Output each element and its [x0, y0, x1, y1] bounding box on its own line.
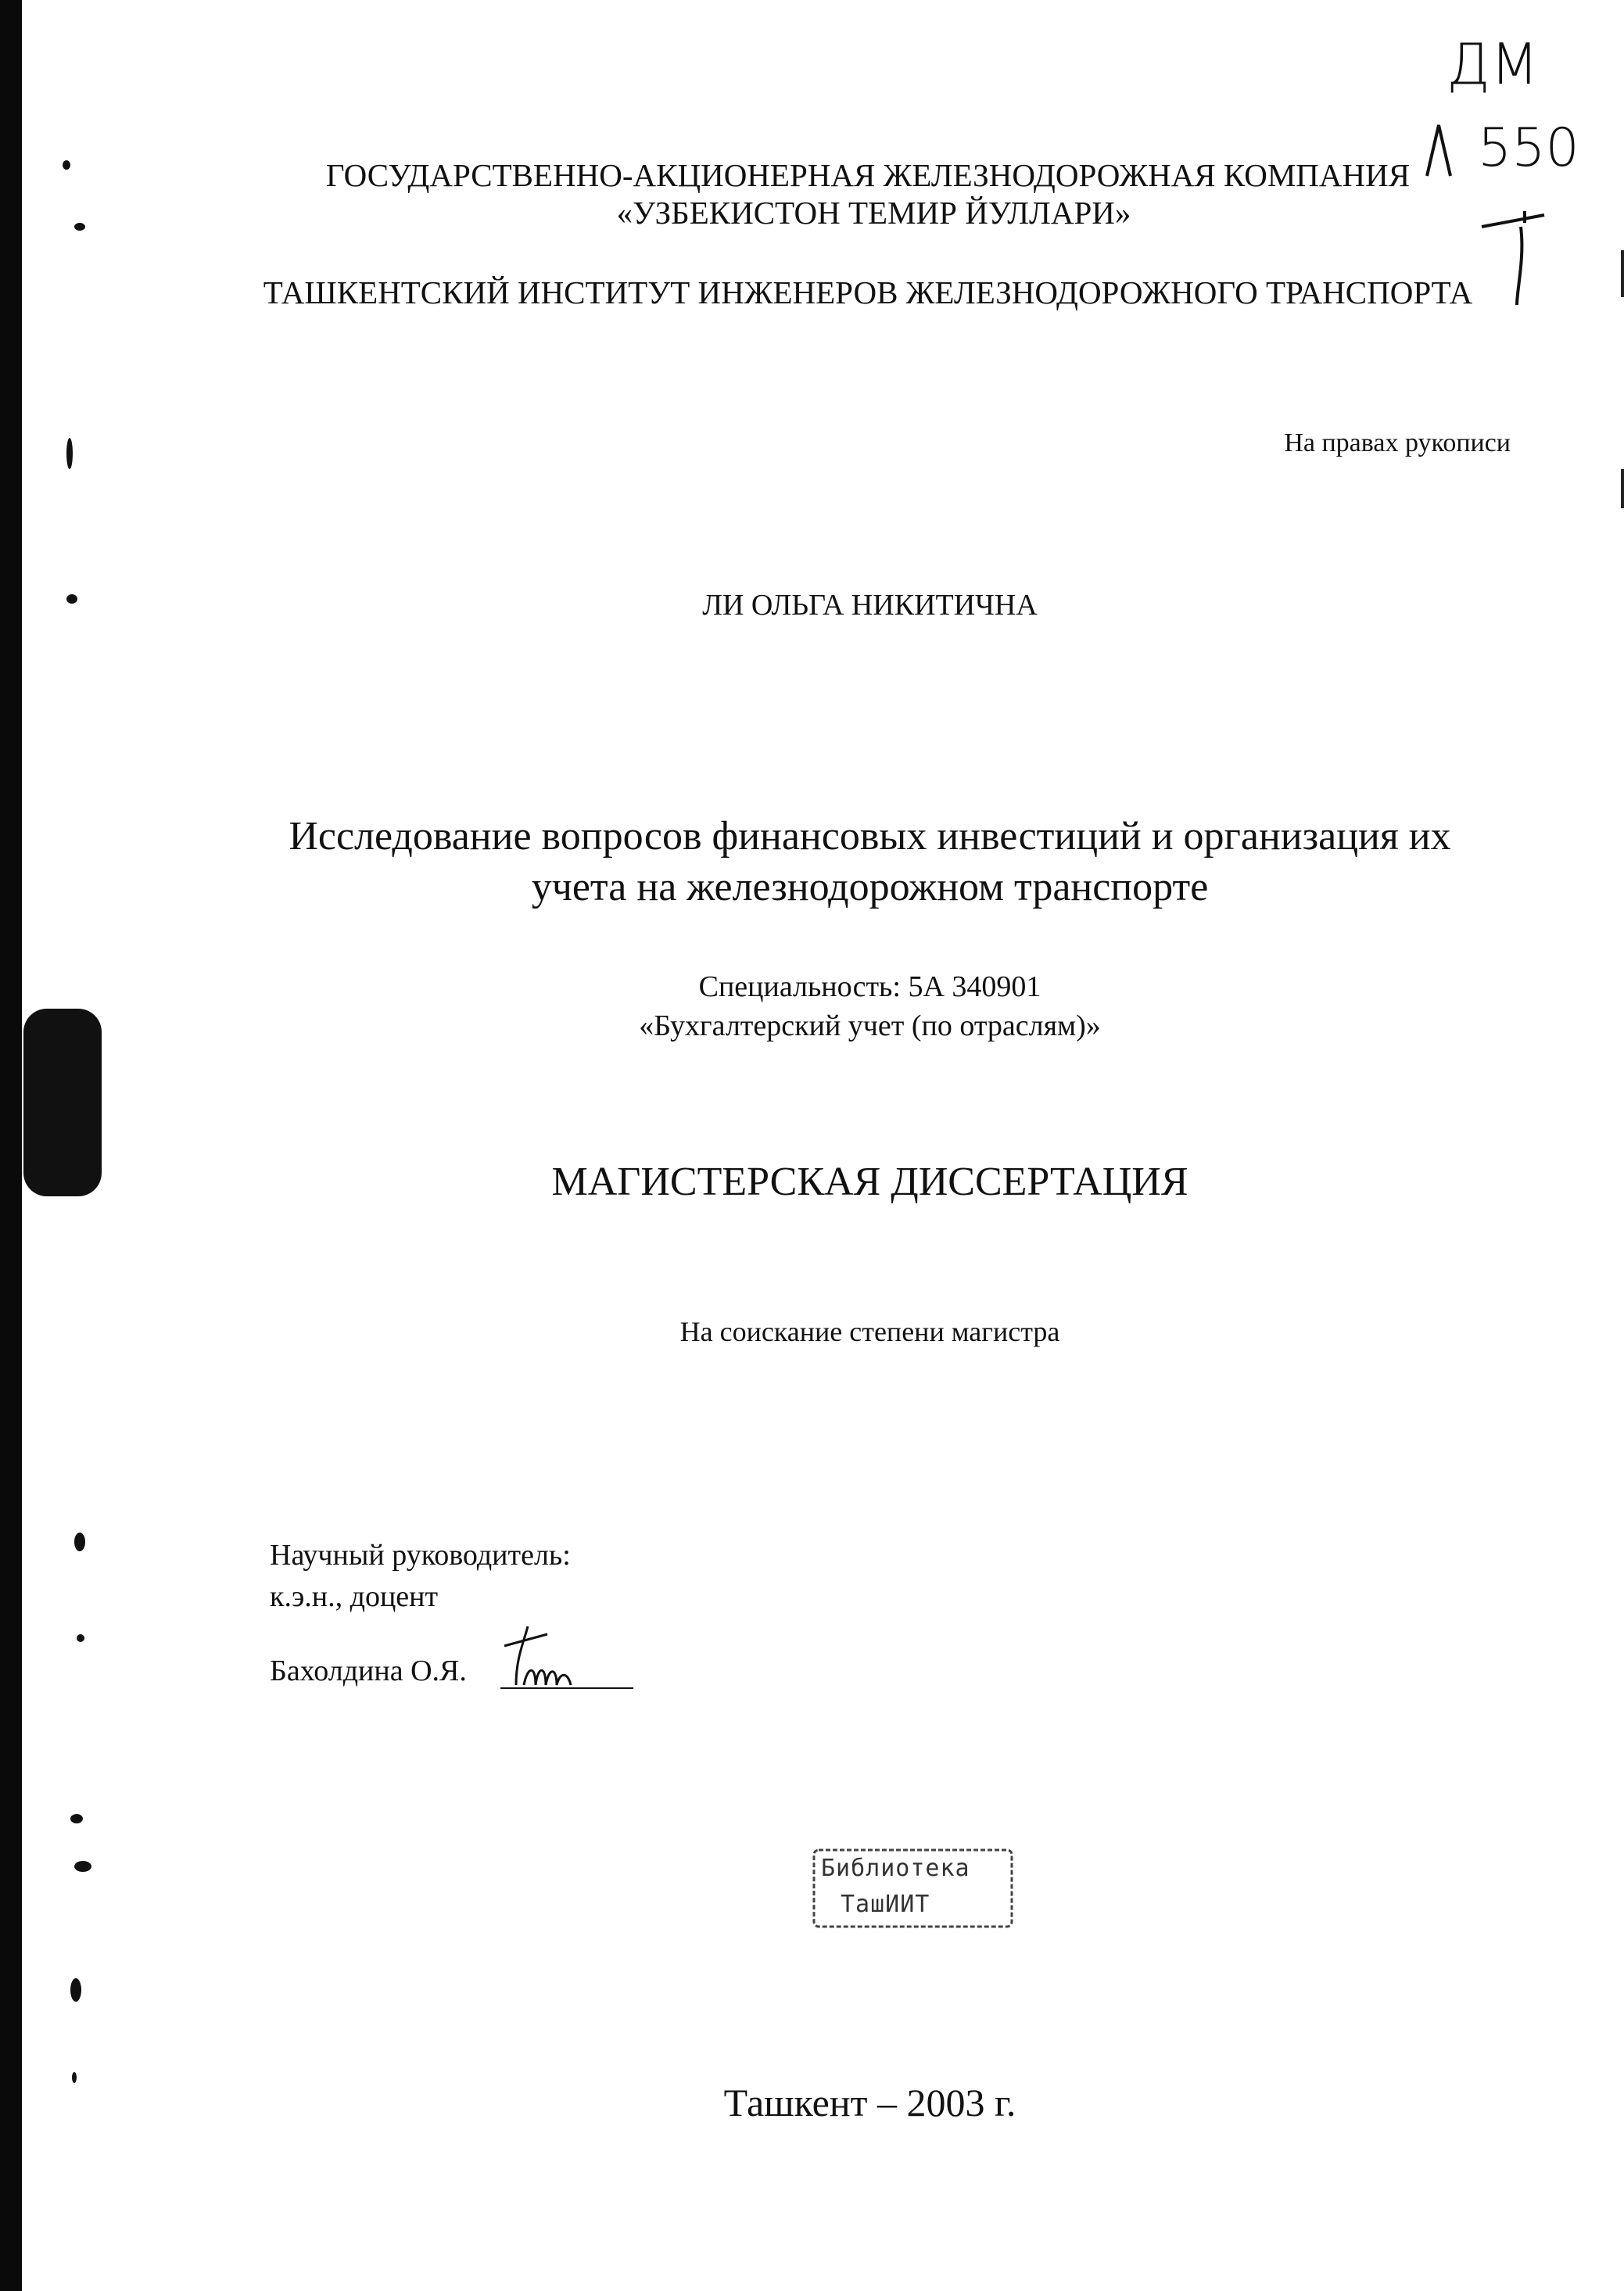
- scan-speck: [70, 1978, 81, 2002]
- organization-name-line1: ГОСУДАРСТВЕННО-АКЦИОНЕРНАЯ ЖЕЛЕЗНОДОРОЖНАЯ КОМПАНИЯ: [325, 157, 1411, 193]
- specialty-code: Специальность: 5А 340901: [698, 970, 1041, 1003]
- supervisor-label: Научный руководитель:: [270, 1539, 571, 1572]
- city-year: Ташкент – 2003 г.: [723, 2081, 1016, 2124]
- handwritten-marks: [1407, 31, 1619, 313]
- specialty-name: «Бухгалтерский учет (по отраслям)»: [639, 1009, 1101, 1042]
- degree-type: МАГИСТЕРСКАЯ ДИССЕРТАЦИЯ: [551, 1160, 1188, 1204]
- organization-name-line2: «УЗБЕКИСТОН ТЕМИР ЙУЛЛАРИ»: [616, 195, 1131, 231]
- scan-speck: [74, 1533, 85, 1551]
- scan-speck: [70, 1814, 83, 1823]
- handwritten-note-line1: ДМ: [1447, 31, 1540, 97]
- author-name: ЛИ ОЛЬГА НИКИТИЧНА: [702, 589, 1038, 622]
- thesis-title-line1: Исследование вопросов финансовых инвестиций и организация их: [289, 814, 1451, 859]
- supervisor-credentials: к.э.н., доцент: [270, 1580, 439, 1613]
- stamp-text-line1: Библиотека: [821, 1855, 970, 1882]
- thesis-title-line2: учета на железнодорожном транспорте: [531, 865, 1209, 909]
- scan-speck: [77, 1634, 84, 1642]
- rights-note: На правах рукописи: [1284, 428, 1511, 457]
- degree-goal: На соискание степени магистра: [679, 1316, 1060, 1347]
- handwritten-archive-note: [1407, 31, 1619, 313]
- scan-edge-mark: [1621, 469, 1624, 508]
- handwritten-note-line2: 550: [1478, 117, 1579, 179]
- scan-speck: [74, 1861, 91, 1872]
- signature-mark: [500, 1611, 594, 1697]
- scan-speck: [66, 438, 73, 469]
- scan-binding-edge: [0, 0, 22, 2291]
- institute-name: ТАШКЕНТСКИЙ ИНСТИТУТ ИНЖЕНЕРОВ ЖЕЛЕЗНОДОРОЖНОГО ТРАНСПОРТА: [263, 274, 1473, 310]
- supervisor-name: Бахолдина О.Я.: [270, 1655, 467, 1687]
- stamp-text-line2: ТашИИТ: [841, 1891, 930, 1918]
